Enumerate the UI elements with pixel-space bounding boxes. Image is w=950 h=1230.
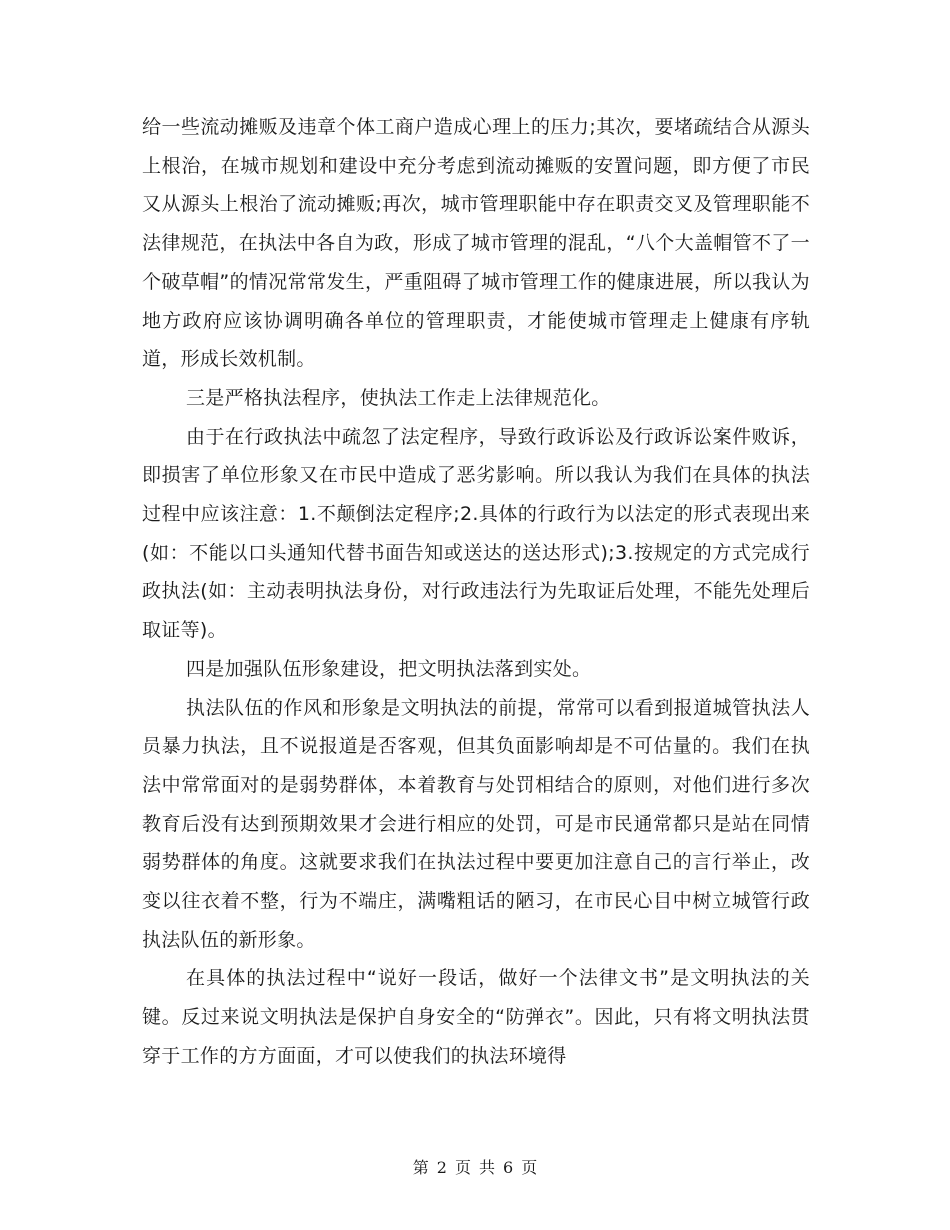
footer-suffix: 页 <box>521 1158 538 1177</box>
document-body <box>142 108 810 1076</box>
paragraph-1: 给一些流动摊贩及违章个体工商户造成心理上的压力;其次，要堵疏结合从源头上根治，在城市规划和建设中充分考虑到流动摊贩的安置问题，即方便了市民又从源头上根治了流动摊贩;再次，城市管理职能中存在职责交叉及管理职能不法律规范，在执法中各自为政，形成了城市管理的混乱，“八个大盖帽管不了一个破草帽”的情况常常发生，严重阻碍了城市管理工作的健康进展，所以我认为地方政府应该协调明确各单位的管理职责，才能使城市管理走上健康有序轨道，形成长效机制。 <box>142 116 810 371</box>
paragraph-4-heading: 四是加强队伍形象建设，把文明执法落到实处。 <box>186 657 592 680</box>
footer-total-label: 共 <box>479 1158 496 1177</box>
paragraph-3: 由于在行政执法中疏忽了法定程序，导致行政诉讼及行政诉讼案件败诉，即损害了单位形象又在市民中造成了恶劣影响。所以我认为我们在具体的执法过程中应该注意：1.不颠倒法定程序;2.具体的行政行为以法定的形式表现出来(如：不能以口头通知代替书面告知或送达的送达形式);3.按规定的方式完成行政执法(如：主动表明执法身份，对行政违法行为先取证后处理，不能先处理后取证等)。 <box>142 425 810 642</box>
paragraph-6: 在具体的执法过程中“说好一段话，做好一个法律文书”是文明执法的关键。反过来说文明执法是保护自身安全的“防弹衣”。因此，只有将文明执法贯穿于工作的方方面面，才可以使我们的执法环境得 <box>142 967 810 1067</box>
paragraph-5: 执法队伍的作风和形象是文明执法的前提，常常可以看到报道城管执法人员暴力执法，且不说报道是否客观，但其负面影响却是不可估量的。我们在执法中常常面对的是弱势群体，本着教育与处罚相结合的原则，对他们进行多次教育后没有达到预期效果才会进行相应的处罚，可是市民通常都只是站在同情弱势群体的角度。这就要求我们在执法过程中要更加注意自己的言行举止，改变以往衣着不整，行为不端庄，满嘴粗话的陋习，在市民心目中树立城管行政执法队伍的新形象。 <box>142 696 810 951</box>
footer-page-label: 页 <box>454 1158 471 1177</box>
page-footer <box>0 1155 950 1178</box>
footer-prefix: 第 <box>412 1158 429 1177</box>
current-page-number: 2 <box>436 1158 447 1177</box>
total-pages-number: 6 <box>503 1158 514 1177</box>
paragraph-2-heading: 三是严格执法程序，使执法工作走上法律规范化。 <box>186 386 611 409</box>
